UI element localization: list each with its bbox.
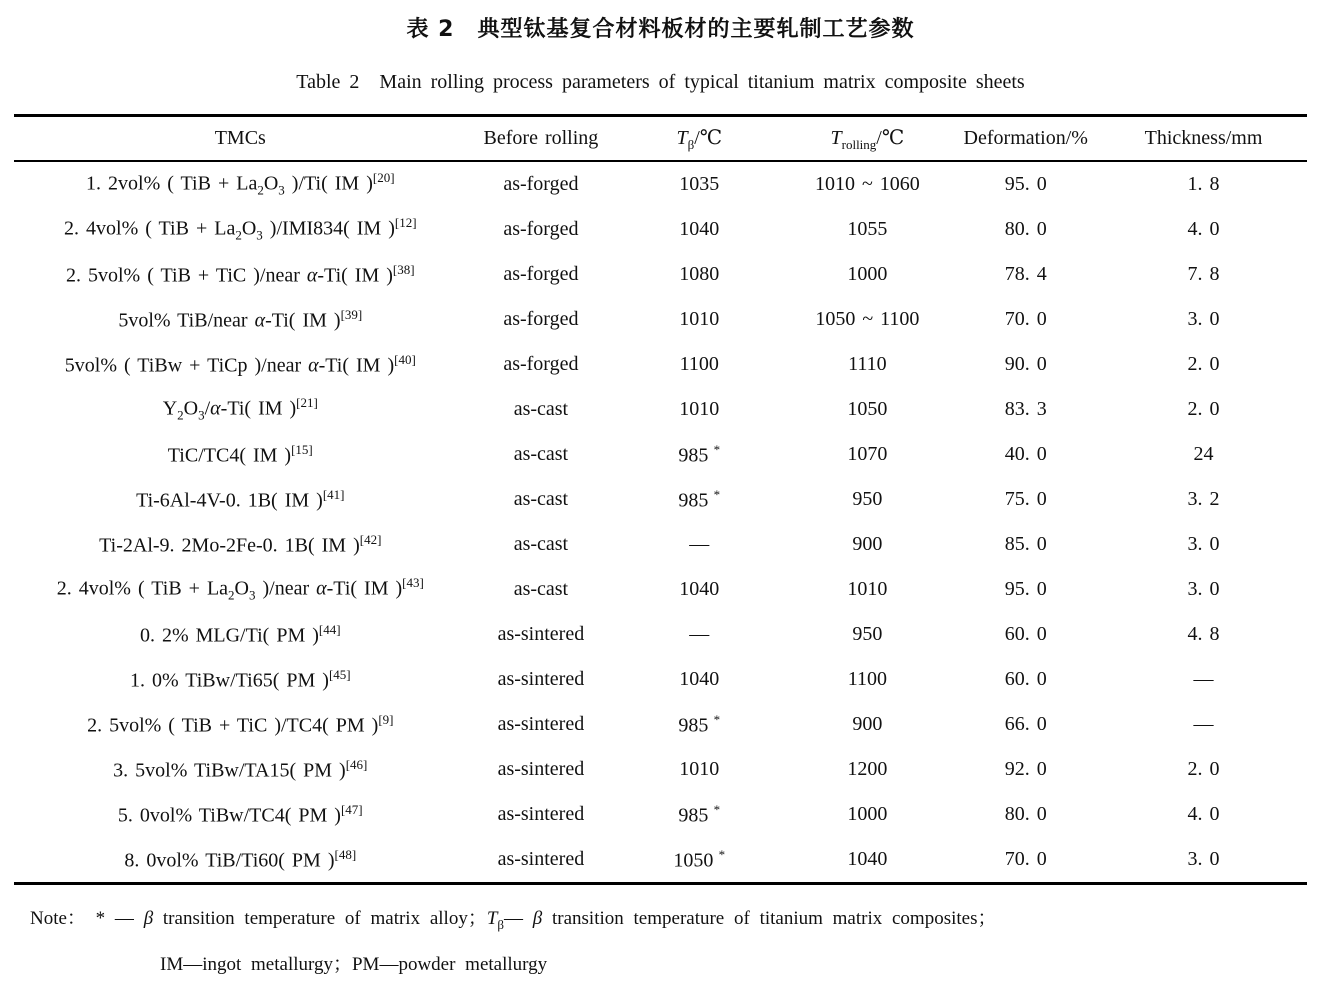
rolling-parameters-table [14,114,1307,885]
cell-t-beta: 1040 [679,668,720,690]
header-thickness: Thickness/mm [1144,127,1263,149]
table-row [14,161,1307,207]
header-tmcs: TMCs [214,127,266,149]
cell-before-rolling: as-sintered [497,713,585,735]
cell-thickness: 3. 0 [1187,308,1220,330]
cell-deformation: 85. 0 [1004,533,1047,555]
cell-tmc: 8. 0vol% TiB/Ti60( PM )[48] [124,846,357,872]
cell-tmc: 5. 0vol% TiBw/TC4( PM )[47] [117,801,363,827]
cell-deformation: 70. 0 [1004,308,1047,330]
cell-t-beta: 1040 [679,218,720,240]
table-row [14,612,1307,657]
cell-t-rolling: 1010 [847,578,888,600]
table-row [14,567,1307,612]
cell-t-rolling: 1010 ~ 1060 [814,173,920,195]
cell-before-rolling: as-cast [513,443,569,465]
cell-t-beta: 985 * [678,801,721,827]
table-notes [30,899,1321,985]
note-line-2: IM—ingot metallurgy；PM—powder metallurgy [160,953,548,975]
cell-t-rolling: 1000 [847,803,888,825]
cell-tmc: 1. 2vol% ( TiB + $La_2O_3$ )/Ti( IM )[20] [86,170,395,198]
table-row [14,387,1307,432]
note-line-1: Note： * — β transition temperature of matrix alloy；$T_\beta—$ β transition temperature of titanium matrix composites； [30,908,997,932]
cell-t-rolling: 950 [852,488,883,510]
cell-tmc: 5vol% TiB/near α-Ti( IM )[39] [118,306,363,332]
cell-before-rolling: as-forged [503,218,579,240]
table-row [14,747,1307,792]
cell-t-beta: 1010 [679,308,720,330]
cell-tmc: 1. 0% TiBw/Ti65( PM )[45] [129,666,351,692]
table-row [14,207,1307,252]
table-row [14,792,1307,837]
cell-t-beta: 1035 [679,173,720,195]
cell-thickness: 3. 0 [1187,533,1220,555]
cell-t-rolling: 900 [852,713,883,735]
cell-t-beta: 985 * [678,441,721,467]
cell-before-rolling: as-cast [513,398,569,420]
cell-before-rolling: as-forged [503,263,579,285]
cell-before-rolling: as-cast [513,488,569,510]
cell-thickness: 24 [1193,443,1214,465]
cell-thickness: — [1193,713,1214,735]
table-row [14,702,1307,747]
cell-deformation: 95. 0 [1004,578,1047,600]
cell-deformation: 70. 0 [1004,848,1047,870]
cell-deformation: 90. 0 [1004,353,1047,375]
cell-tmc: 2. 5vol% ( TiB + TiC )/near α-Ti( IM )[38] [66,261,415,287]
cell-tmc: Ti-6Al-4V-0. 1B( IM )[41] [136,486,345,512]
cell-t-rolling: 1050 [847,398,888,420]
header-row [14,116,1307,162]
cell-t-rolling: 1070 [847,443,888,465]
cell-thickness: 3. 2 [1187,488,1220,510]
cell-t-rolling: 1050 ~ 1100 [815,308,920,330]
table-row [14,252,1307,297]
cell-tmc: 5vol% ( TiBw + TiCp )/near α-Ti( IM )[40] [64,351,416,377]
cell-deformation: 60. 0 [1004,623,1047,645]
cell-t-rolling: 950 [852,623,883,645]
cell-t-beta: 985 * [678,711,721,737]
cell-tmc: 2. 4vol% ( TiB + $La_2O_3$ )/IMI834( IM )[12] [64,215,417,243]
cell-thickness: 3. 0 [1187,578,1220,600]
cell-t-beta: 1040 [679,578,720,600]
cell-t-beta: — [689,533,710,555]
cell-thickness: 1. 8 [1187,173,1220,195]
cell-deformation: 60. 0 [1004,668,1047,690]
cell-t-rolling: 900 [852,533,883,555]
cell-t-rolling: 1100 [847,668,887,690]
cell-before-rolling: as-forged [503,173,579,195]
cell-before-rolling: as-sintered [497,668,585,690]
cell-tmc: 2. 5vol% ( TiB + TiC )/TC4( PM )[9] [87,711,394,737]
cell-t-beta: 1080 [679,263,720,285]
cell-t-beta: 1010 [679,758,720,780]
cell-t-beta: 1050 * [673,846,726,872]
cell-t-beta: 1100 [679,353,719,375]
cell-thickness: 2. 0 [1187,398,1220,420]
cell-tmc: $Y_2O_3/\alpha-Ti$( IM )[21] [162,395,318,423]
header-t-rolling: $T_{rolling}/℃$ [830,126,905,152]
cell-deformation: 83. 3 [1004,398,1047,420]
cell-thickness: 4. 0 [1187,218,1220,240]
table-row [14,297,1307,342]
table-row [14,837,1307,884]
header-before-rolling: Before rolling [483,127,599,149]
table-row [14,477,1307,522]
table-row [14,522,1307,567]
cell-thickness: 3. 0 [1187,848,1220,870]
cell-thickness: 2. 0 [1187,758,1220,780]
cell-before-rolling: as-cast [513,578,569,600]
cell-before-rolling: as-forged [503,353,579,375]
cell-deformation: 95. 0 [1004,173,1047,195]
cell-t-beta: — [689,623,710,645]
table-row [14,432,1307,477]
cell-thickness: 4. 8 [1187,623,1220,645]
cell-before-rolling: as-sintered [497,803,585,825]
table-row [14,657,1307,702]
cell-deformation: 66. 0 [1004,713,1047,735]
cell-deformation: 40. 0 [1004,443,1047,465]
table-row [14,342,1307,387]
cell-deformation: 78. 4 [1004,263,1047,285]
cell-tmc: TiC/TC4( IM )[15] [167,441,313,467]
cell-deformation: 92. 0 [1004,758,1047,780]
cell-tmc: 3. 5vol% TiBw/TA15( PM )[46] [113,756,368,782]
table-caption-en: Table 2 Main rolling process parameters of typical titanium matrix composite sheets [296,71,1025,93]
cell-tmc: 0. 2% MLG/Ti( PM )[44] [139,621,341,647]
header-t-beta: $T_\beta/℃$ [676,126,723,152]
cell-thickness: 2. 0 [1187,353,1220,375]
cell-deformation: 80. 0 [1004,803,1047,825]
table-header [14,116,1307,162]
cell-deformation: 75. 0 [1004,488,1047,510]
cell-t-rolling: 1000 [847,263,888,285]
cell-t-rolling: 1110 [848,353,887,375]
cell-t-beta: 1010 [679,398,720,420]
cell-thickness: 4. 0 [1187,803,1220,825]
cell-before-rolling: as-sintered [497,623,585,645]
cell-t-beta: 985 * [678,486,721,512]
cell-thickness: 7. 8 [1187,263,1220,285]
cell-before-rolling: as-sintered [497,758,585,780]
cell-before-rolling: as-sintered [497,848,585,870]
cell-before-rolling: as-cast [513,533,569,555]
cell-deformation: 80. 0 [1004,218,1047,240]
cell-tmc: 2. 4vol% ( TiB + $La_2O_3$ )/near α-Ti( IM )[43] [56,575,424,603]
cell-t-rolling: 1200 [847,758,888,780]
table-caption-cn: 表 2 典型钛基复合材料板材的主要轧制工艺参数 [406,17,915,42]
header-deformation: Deformation/% [963,127,1088,149]
cell-before-rolling: as-forged [503,308,579,330]
cell-tmc: Ti-2Al-9. 2Mo-2Fe-0. 1B( IM )[42] [99,531,382,557]
table-body [14,161,1307,884]
cell-thickness: — [1193,668,1214,690]
cell-t-rolling: 1040 [847,848,888,870]
cell-t-rolling: 1055 [847,218,888,240]
